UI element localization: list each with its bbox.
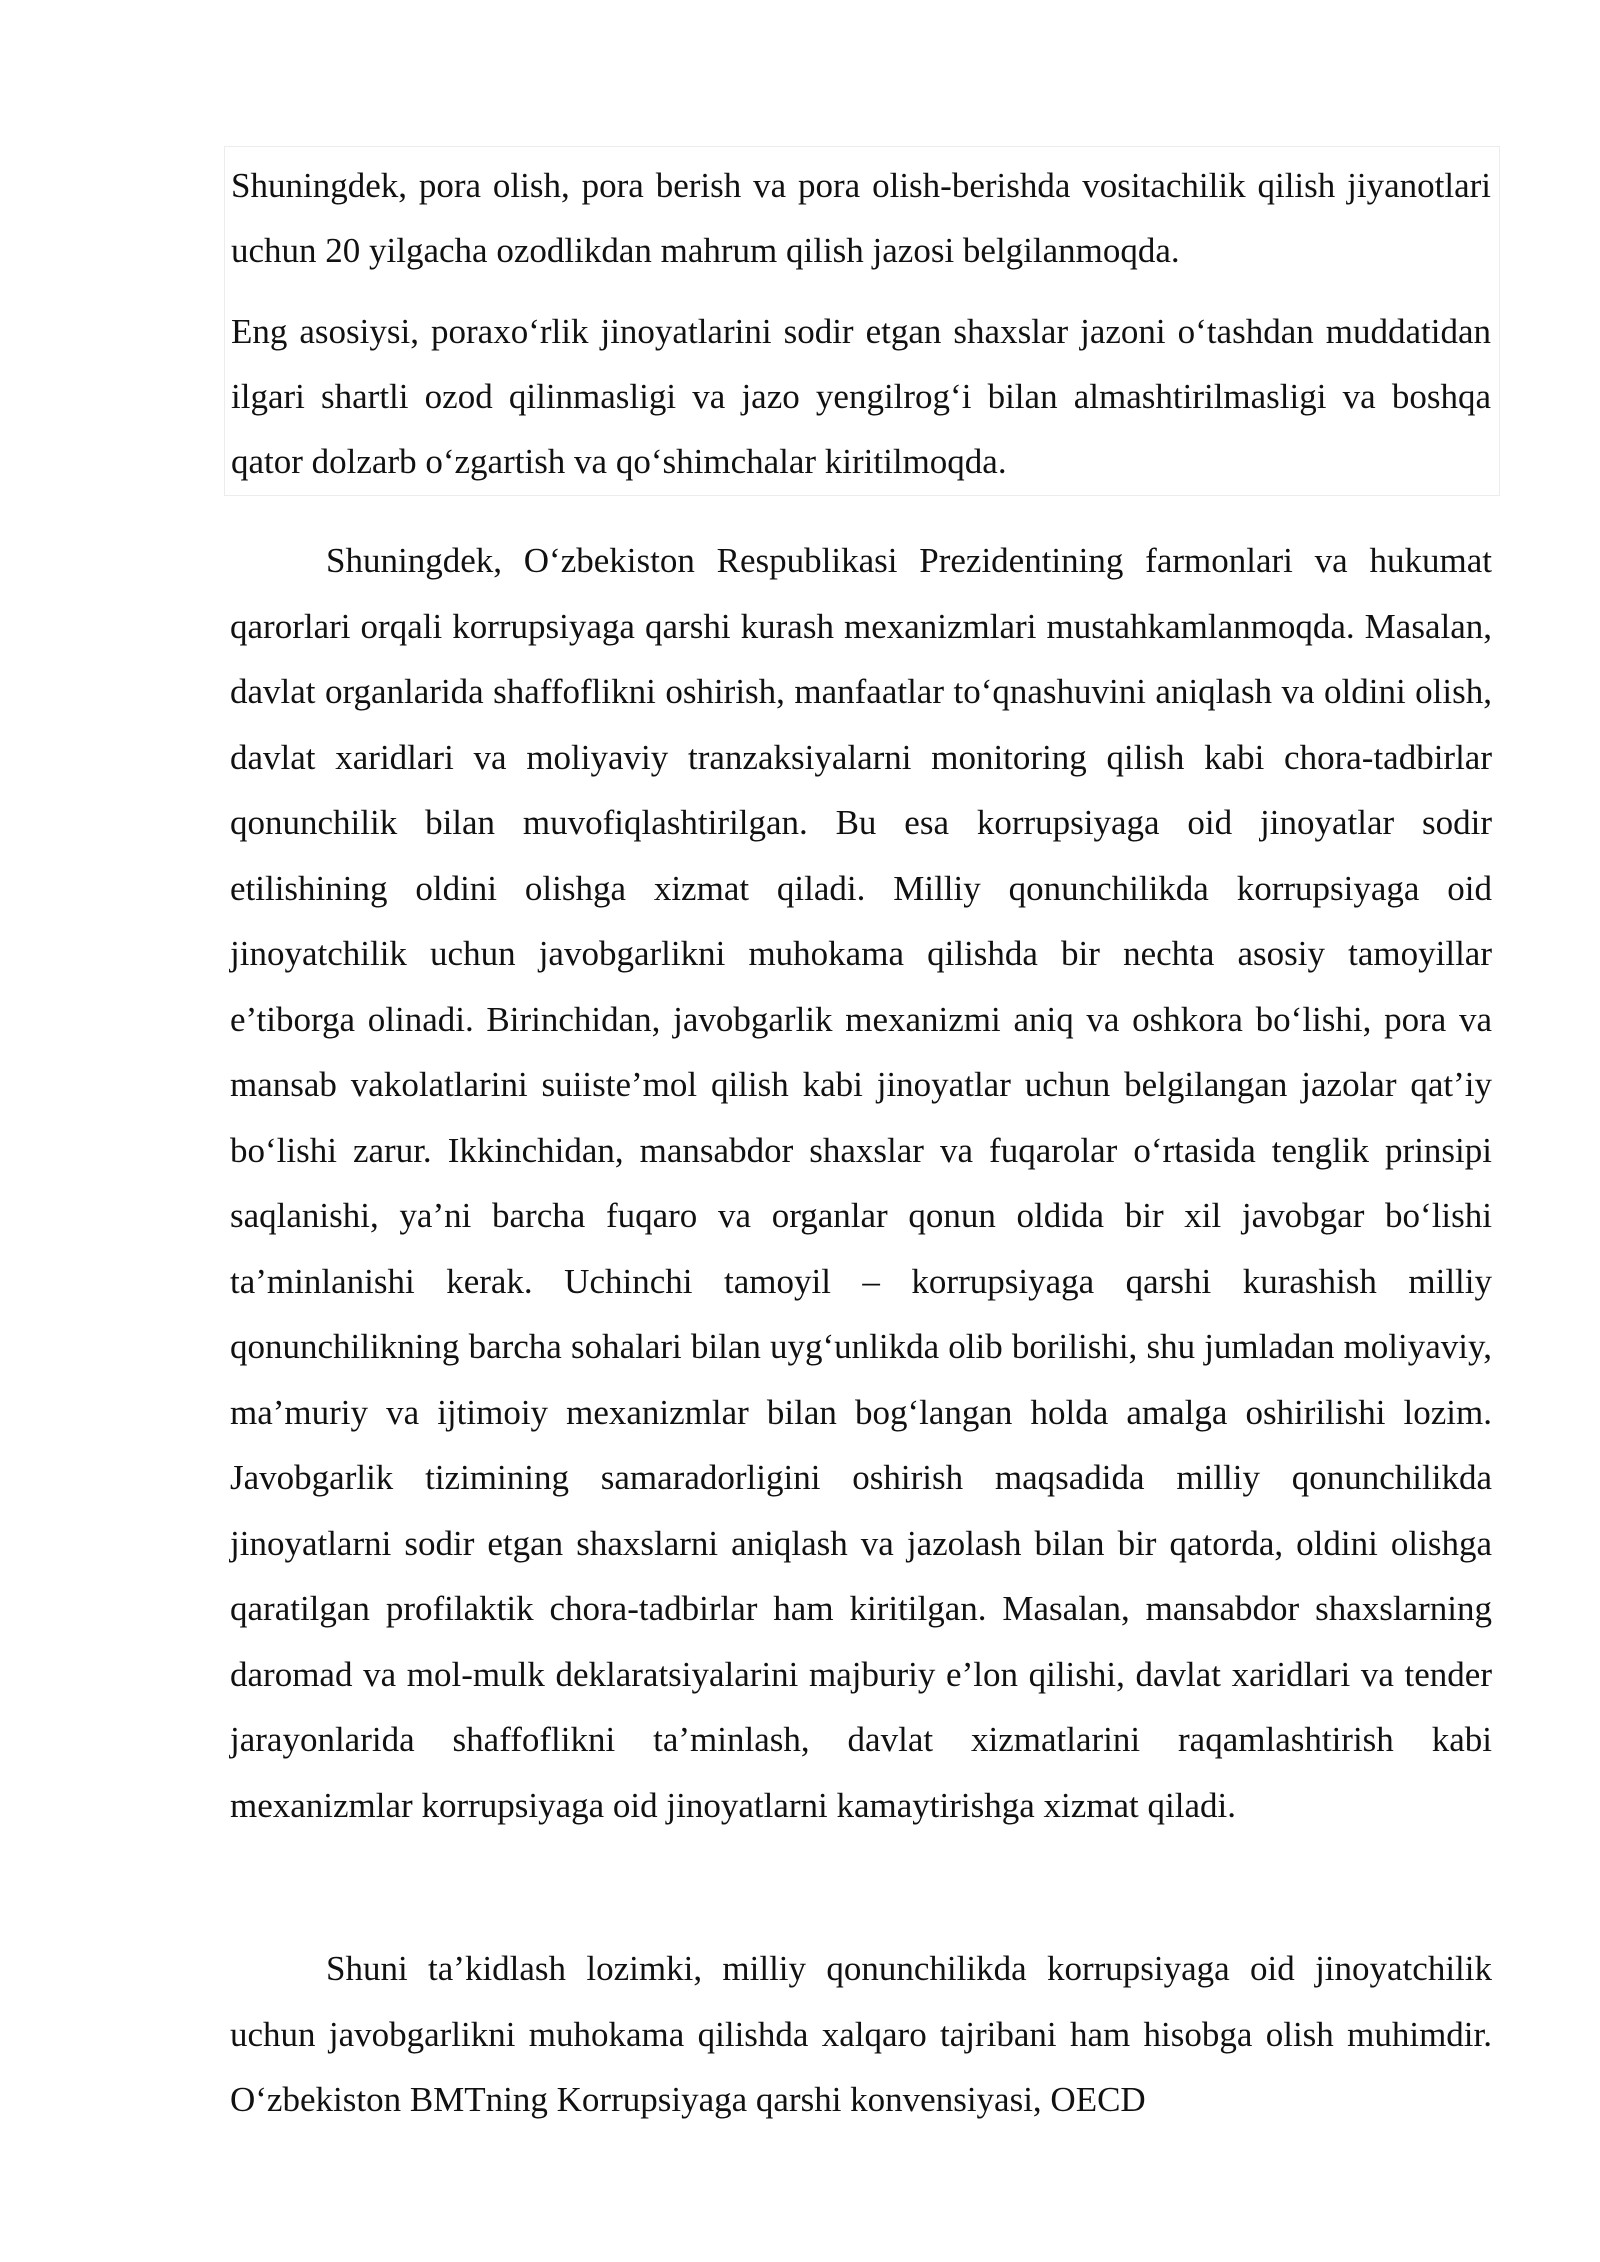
boxed-paragraph: Eng asosiysi, poraxo‘rlik jinoyatlarini sodir etgan shaxslar jazoni o‘tashdan muddatidan ilgari shartli ozod qilinmasligi va jazo yengilrog‘i bilan almashtirilmasligi va boshqa qator dolzarb o‘zgartish va qo‘shimchalar kiritilmoqda.: [231, 312, 1491, 481]
quoted-text-box: [224, 146, 1500, 496]
body-paragraph: Shuningdek, O‘zbekiston Respublikasi Prezidentining farmonlari va hukumat qarorlari orqali korrupsiyaga qarshi kurash mexanizmlari mustahkamlanmoqda. Masalan, davlat organlarida shaffoflikni oshirish, manfaatlar to‘qnashuvini aniqlash va oldini olish, davlat xaridlari va moliyaviy tranzaksiyalarni monitoring qilish kabi chora-tadbirlar qonunchilik bilan muvofiqlashtirilgan. Bu esa korrupsiyaga oid jinoyatlar sodir etilishining oldini olishga xizmat qiladi. Milliy qonunchilikda korrupsiyaga oid jinoyatchilik uchun javobgarlikni muhokama qilishda bir nechta asosiy tamoyillar e’tiborga olinadi. Birinchidan, javobgarlik mexanizmi aniq va oshkora bo‘lishi, pora va mansab vakolatlarini suiiste’mol qilish kabi jinoyatlar uchun belgilangan jazolar qat’iy bo‘lishi zarur. Ikkinchidan, mansabdor shaxslar va fuqarolar o‘rtasida tenglik prinsipi saqlanishi, ya’ni barcha fuqaro va organlar qonun oldida bir xil javobgar bo‘lishi ta’minlanishi kerak. Uchinchi tamoyil – korrupsiyaga qarshi kurashish milliy qonunchilikning barcha sohalari bilan uyg‘unlikda olib borilishi, shu jumladan moliyaviy, ma’muriy va ijtimoiy mexanizmlar bilan bog‘langan holda amalga oshirilishi lozim. Javobgarlik tizimining samaradorligini oshirish maqsadida milliy qonunchilikda jinoyatlarni sodir etgan shaxslarni aniqlash va jazolash bilan bir qatorda, oldini olishga qaratilgan profilaktik chora-tadbirlar ham kiritilgan. Masalan, mansabdor shaxslarning daromad va mol-mulk deklaratsiyalarini majburiy e’lon qilishi, davlat xaridlari va tender jarayonlarida shaffoflikni ta’minlash, davlat xizmatlarini raqamlashtirish kabi mexanizmlar korrupsiyaga oid jinoyatlarni kamaytirishga xizmat qiladi.: [230, 541, 1492, 1825]
body-paragraph: Shuni ta’kidlash lozimki, milliy qonunchilikda korrupsiyaga oid jinoyatchilik uchun javobgarlikni muhokama qilishda xalqaro tajribani ham hisobga olish muhimdir. O‘zbekiston BMTning Korrupsiyaga qarshi konvensiyasi, OECD: [230, 1949, 1492, 2119]
boxed-paragraph: Shuningdek, pora olish, pora berish va pora olish-berishda vositachilik qilish jiyanotlari uchun 20 yilgacha ozodlikdan mahrum qilish jazosi belgilanmoqda.: [231, 166, 1491, 270]
